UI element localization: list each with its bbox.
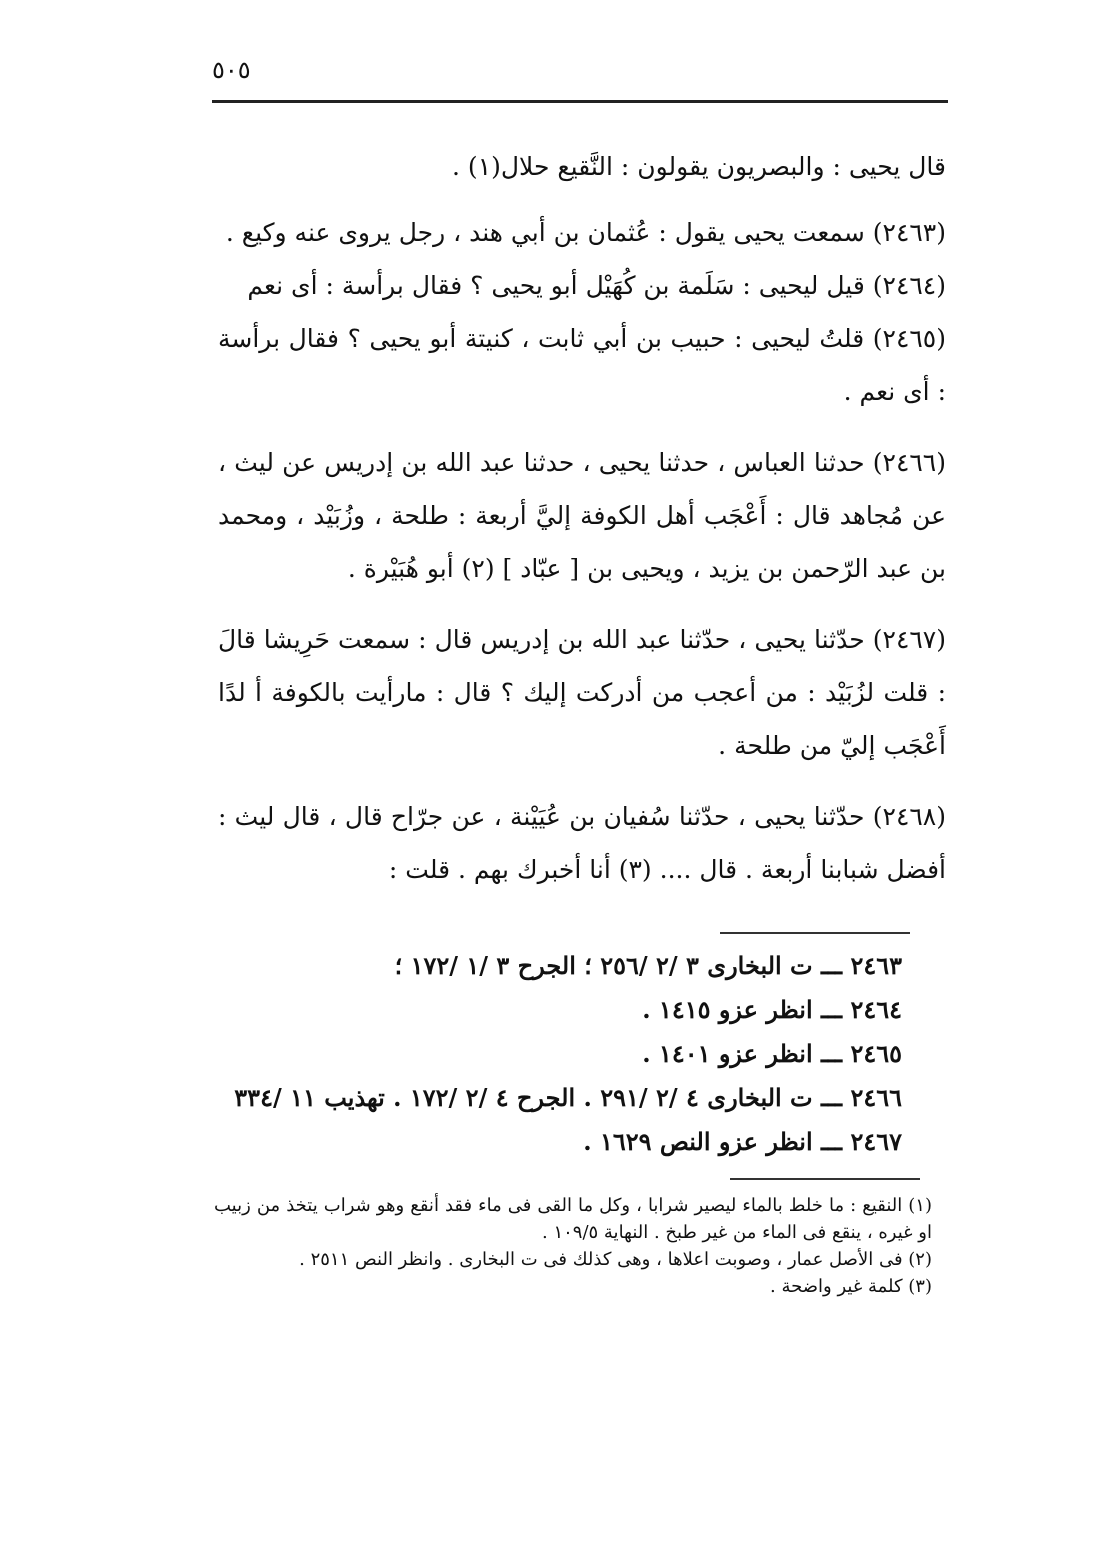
footnotes-rule <box>730 1178 920 1180</box>
footnote-1: (١) النقيع : ما خلط بالماء ليصير شرابا ، وكل ما القى فى ماء فقد أنقع وهو شراب يتخذ من زبيب او غيره ، ينقع فى الماء من غير طبخ . النهاية ١٠٩/٥ . <box>214 1195 932 1243</box>
reference-2465: ٢٤٦٥ ـــ انظر عزو ١٤٠١ . <box>642 1039 902 1068</box>
reference-2463: ٢٤٦٣ ـــ ت البخارى ٣ /٢ /٢٥٦ ؛ الجرح ٣ /١ /١٧٢ ؛ <box>394 951 902 980</box>
references-rule <box>720 932 910 934</box>
paragraph-2468: (٢٤٦٨) حدّثنا يحيى ، حدّثنا سُفيان بن عُيَيْنة ، عن جرّاح قال ، قال ليث : أفضل شبابنا أربعة . قال .... (٣) أنا أخبرك بهم . قلت : <box>218 802 946 884</box>
paragraph-2466: (٢٤٦٦) حدثنا العباس ، حدثنا يحيى ، حدثنا عبد الله بن إدريس عن ليث ، عن مُجاهد قال : أَعْجَب أهل الكوفة إليَّ أربعة : طلحة ، وزُبَيْد ، ومحمد بن عبد الرّحمن بن يزيد ، ويحيى بن [ عبّاد ] (٢) أبو هُبَيْرة . <box>218 448 946 583</box>
footnote-3: (٣) كلمة غير واضحة . <box>770 1276 932 1297</box>
main-text <box>218 140 946 896</box>
paragraph-2463: (٢٤٦٣) سمعت يحيى يقول : عُثمان بن أبي هند ، رجل يروى عنه وكيع . <box>225 218 946 247</box>
reference-2466: ٢٤٦٦ ـــ ت البخارى ٤ /٢ /٢٩١ . الجرح ٤ /٢ /١٧٢ . تهذيب ١١ /٣٣٤ <box>234 1083 902 1112</box>
reference-2464: ٢٤٦٤ ـــ انظر عزو ١٤١٥ . <box>642 995 902 1024</box>
reference-2467: ٢٤٦٧ ـــ انظر عزو النص ١٦٢٩ . <box>583 1127 902 1156</box>
page-number: ٥٠٥ <box>212 56 251 84</box>
paragraph-2465: (٢٤٦٥) قلتُ ليحيى : حبيب بن أبي ثابت ، كنيتة أبو يحيى ؟ فقال برأسة : أى نعم . <box>218 324 946 406</box>
paragraph-intro: قال يحيى : والبصريون يقولون : النَّقيع حلال(١) . <box>452 152 946 181</box>
footnote-2: (٢) فى الأصل عمار ، وصوبت اعلاها ، وهى كذلك فى ت البخارى . وانظر النص ٢٥١١ . <box>299 1249 932 1270</box>
footnotes <box>214 1192 932 1300</box>
paragraph-2464: (٢٤٦٤) قيل ليحيى : سَلَمة بن كُهَيْل أبو يحيى ؟ فقال برأسة : أى نعم <box>247 271 946 300</box>
paragraph-2467: (٢٤٦٧) حدّثنا يحيى ، حدّثنا عبد الله بن إدريس قال : سمعت حَرِيشا قالَ : قلت لزُبَيْد : من أعجب من أدركت إليك ؟ قال : مارأيت بالكوفة أ لدًا أَعْجَب إليّ من طلحة . <box>218 625 946 760</box>
header-rule <box>212 100 948 103</box>
references-list <box>212 944 902 1164</box>
